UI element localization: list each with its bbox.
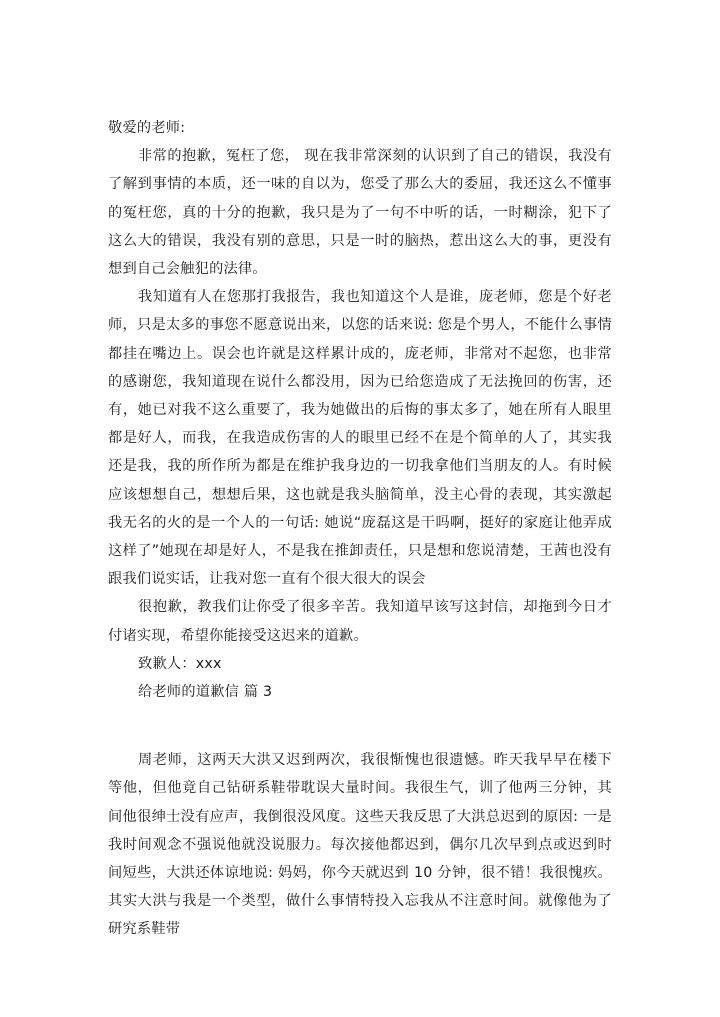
paragraph-apology-intro: 非常的抱歉，冤枉了您， 现在我非常深刻的认识到了自己的错误，我没有了解到事情的本质，还一味的自以为，您受了那么大的委屈，我还这么不懂事的冤枉您，真的十分的抱歉，我只是为了一句不中听的话，一时糊涂，犯下了这么大的错误，我没有别的意思，只是一时的脑热，惹出这么大的事，更没有想到自己会触犯的法律。 — [108, 148, 612, 278]
signature-line: 致歉人：xxx — [138, 655, 222, 672]
section-heading: 给老师的道歉信 篇 3 — [138, 684, 273, 701]
paragraph-explanation: 我知道有人在您那打我报告，我也知道这个人是谁，庞老师，您是个好老师，只是太多的事您不愿意说出来，以您的话来说: 您是个男人，不能什么事情都挂在嘴边上。误会也许就是这样累计成的，庞老师，非常对不起您，也非常的感谢您，我知道现在说什么都没用，因为已给您造成了无法挽回的伤害，还有，她已对我不这么重要了，我为她做出的后悔的事太多了，她在所有人眼里都是好人，而我，在我造成伤害的人的眼里已经不在是个简单的人了，其实我还是我，我的所作所为都是在维护我身边的一切我拿他们当朋友的人。有时候应该想想自己，想想后果，这也就是我头脑简单，没主心骨的表现，其实激起我无名的火的是一个人的一句话: 她说“庞磊这是干吗啊，挺好的家庭让他弄成这样了”她现在却是好人，不是我在推卸责任，只是想和您说清楚，王茜也没有跟我们说实话，让我对您一直有个很大很大的误会 — [108, 289, 612, 588]
section-spacer — [108, 706, 612, 746]
paragraph-closing: 很抱歉，教我们让你受了很多辛苦。我知道早该写这封信，却拖到今日才付诸实现，希望你能接受这迟来的道歉。 — [108, 599, 612, 644]
paragraph-letter3: 周老师，这两天大洪又迟到两次，我很惭愧也很遗憾。昨天我早早在楼下等他，但他竟自己钻研系鞋带耽误大量时间。我很生气，训了他两三分钟，其间他很绅士没有应声，我倒很没风度。这些天我反思了大洪总迟到的原因: 一是我时间观念不强说他就没说服力。每次接他都迟到，偶尔几次早到点或迟到时间短些，大洪还体谅地说: 妈妈，你今天就迟到 10 分钟，很不错！我很愧疚。其实大洪与我是一个类型，做什么事情特投入忘我从不注意时间。就像他为了研究系鞋带 — [108, 752, 612, 938]
document-body — [108, 114, 612, 944]
salutation: 敬爱的老师: — [108, 120, 186, 136]
